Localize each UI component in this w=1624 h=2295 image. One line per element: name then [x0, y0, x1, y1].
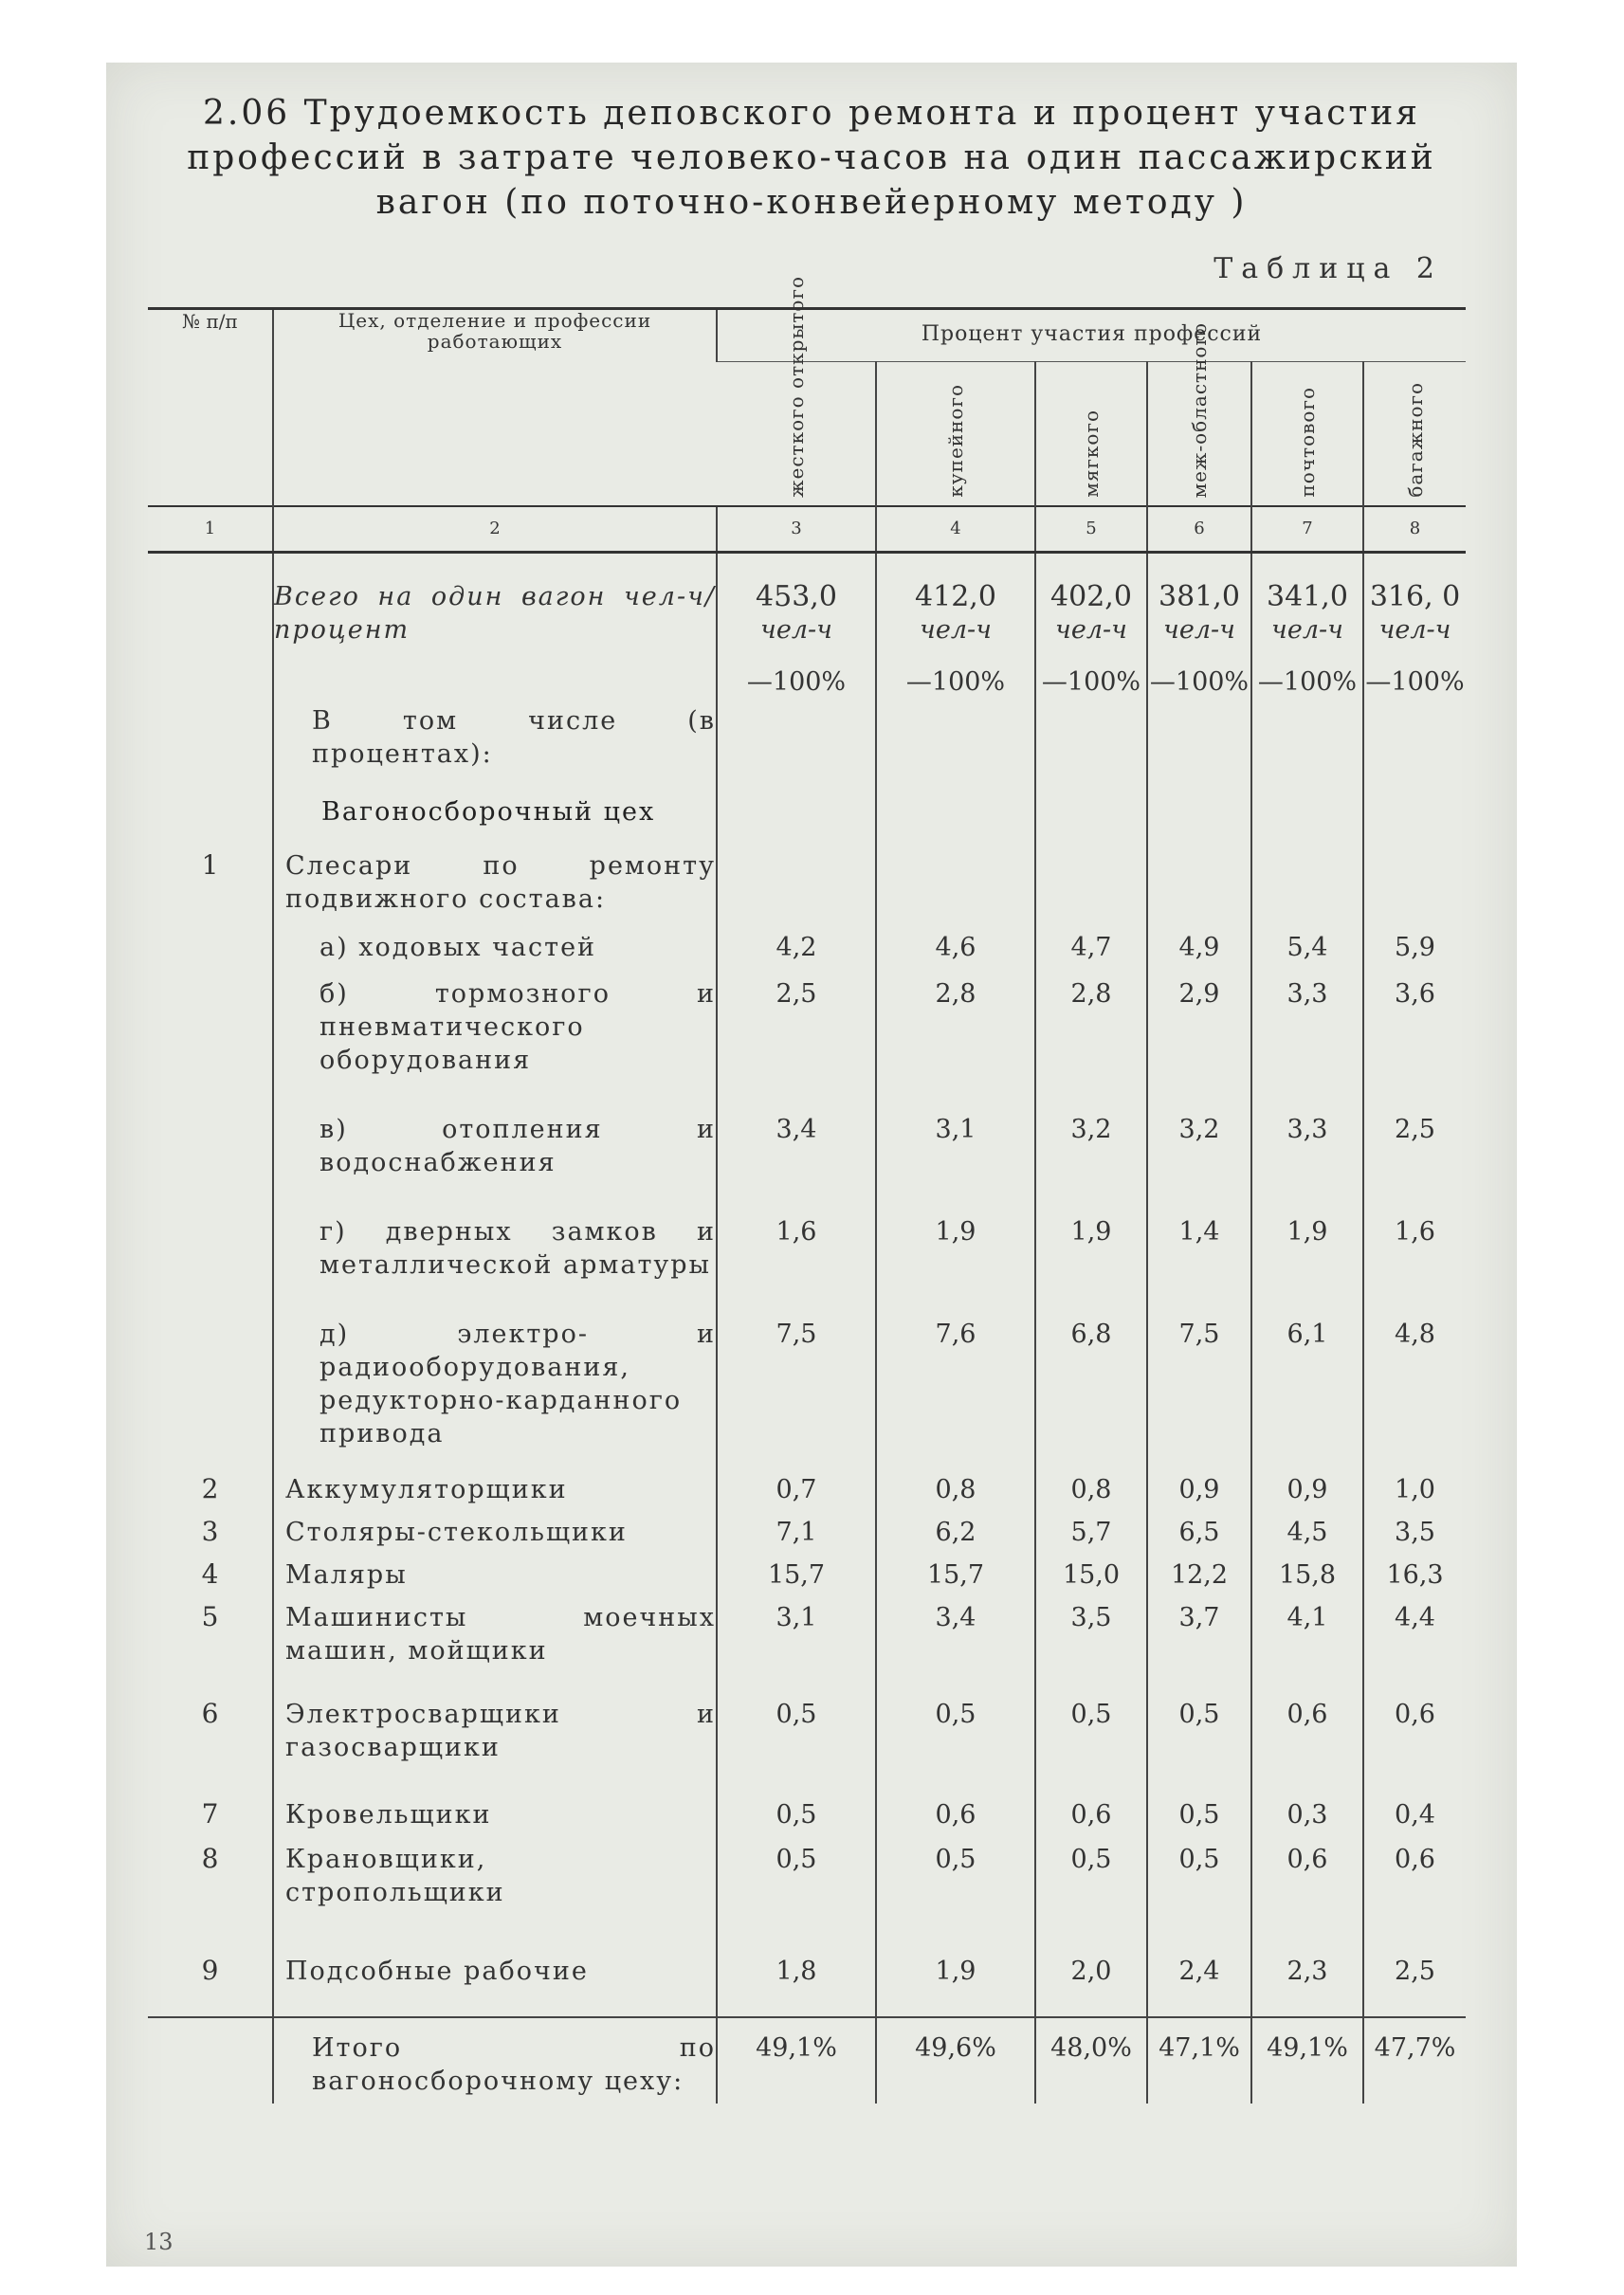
row-label: г) дверных замков и металлической арматуры — [273, 1193, 717, 1295]
row-label: Подсобные рабочие — [273, 1922, 717, 2017]
col-index: 5 — [1035, 506, 1147, 553]
total-wagon-cell: 402,0 чел-ч —100% — [1035, 553, 1147, 700]
row-value — [717, 834, 876, 921]
row-value — [1035, 834, 1147, 921]
row-value: 0,5 — [1035, 1677, 1147, 1777]
row-value: 12,2 — [1147, 1553, 1251, 1595]
row-value: 15,0 — [1035, 1553, 1147, 1595]
grand-total-label: Итого по вагоносборочному цеху: — [273, 2017, 717, 2104]
row-label: Маляры — [273, 1553, 717, 1595]
total-wagon-cell: 453,0 чел-ч —100% — [717, 553, 876, 700]
table-row — [148, 1510, 1466, 1553]
row-value: 0,4 — [1363, 1777, 1466, 1837]
row-number: 3 — [201, 1516, 219, 1547]
row-number — [148, 968, 273, 1090]
row-value: 4,1 — [1251, 1595, 1363, 1677]
table-row — [148, 1677, 1466, 1777]
row-number — [148, 1090, 273, 1193]
row-number: 9 — [201, 1955, 219, 1986]
row-value: 7,5 — [717, 1295, 876, 1460]
row-value: 6,5 — [1147, 1510, 1251, 1553]
including-label: В том числе (в процентах): — [273, 699, 717, 771]
row-number — [148, 1193, 273, 1295]
row-value: 7,1 — [717, 1510, 876, 1553]
row-number — [148, 1295, 273, 1460]
column-index-row — [148, 506, 1466, 553]
row-value: 2,3 — [1251, 1922, 1363, 2017]
row-value: 0,6 — [1035, 1777, 1147, 1837]
table-row — [148, 1922, 1466, 2017]
header-col-hard: жесткого открытого — [784, 276, 808, 498]
col-index: 8 — [1363, 506, 1466, 553]
row-value: 3,1 — [717, 1595, 876, 1677]
grand-total-row — [148, 2017, 1466, 2104]
row-value: 4,9 — [1147, 921, 1251, 968]
table-row — [148, 1460, 1466, 1510]
row-value: 2,4 — [1147, 1922, 1251, 2017]
row-value: 0,6 — [876, 1777, 1035, 1837]
row-value: 3,4 — [717, 1090, 876, 1193]
section-row — [148, 771, 1466, 834]
header-col-postal: почтового — [1251, 361, 1363, 506]
row-value: 2,8 — [1035, 968, 1147, 1090]
row-value: 1,9 — [1251, 1193, 1363, 1295]
col-index: 7 — [1251, 506, 1363, 553]
row-value: 0,5 — [1147, 1837, 1251, 1922]
row-value: 15,7 — [717, 1553, 876, 1595]
row-label: Слесари по ремонту подвижного состава: — [273, 834, 717, 921]
header-col-coupe: купейного — [876, 361, 1035, 506]
total-wagon-cell: 381,0 чел-ч —100% — [1147, 553, 1251, 700]
grand-total-value: 49,6% — [876, 2017, 1035, 2104]
page-title — [106, 91, 1517, 225]
row-value: 16,3 — [1363, 1553, 1466, 1595]
row-value: 2,5 — [1363, 1090, 1466, 1193]
title-line-3: вагон (по поточно-конвейерному методу ) — [375, 183, 1248, 222]
row-value: 2,8 — [876, 968, 1035, 1090]
row-value: 6,8 — [1035, 1295, 1147, 1460]
row-value: 1,8 — [717, 1922, 876, 2017]
header-num: № п/п — [182, 310, 238, 333]
table-row — [148, 834, 1466, 921]
total-wagon-cell: 316, 0 чел-ч —100% — [1363, 553, 1466, 700]
row-value: 5,4 — [1251, 921, 1363, 968]
row-value: 1,9 — [1035, 1193, 1147, 1295]
row-value: 2,5 — [717, 968, 876, 1090]
table-caption: Таблица 2 — [1213, 252, 1443, 285]
row-value: 4,8 — [1363, 1295, 1466, 1460]
row-value: 3,2 — [1147, 1090, 1251, 1193]
page-number: 13 — [144, 2229, 173, 2255]
header-col-interregional: меж-областного — [1147, 361, 1251, 506]
row-value: 3,7 — [1147, 1595, 1251, 1677]
row-value: 0,5 — [717, 1777, 876, 1837]
total-wagon-cell: 412,0 чел-ч —100% — [876, 553, 1035, 700]
row-value: 0,6 — [1251, 1837, 1363, 1922]
row-value: 4,5 — [1251, 1510, 1363, 1553]
row-value: 5,7 — [1035, 1510, 1147, 1553]
row-value: 7,6 — [876, 1295, 1035, 1460]
row-value: 0,3 — [1251, 1777, 1363, 1837]
row-value: 2,5 — [1363, 1922, 1466, 2017]
row-number: 5 — [201, 1601, 219, 1632]
row-value: 0,6 — [1363, 1677, 1466, 1777]
table-row — [148, 1777, 1466, 1837]
row-label: б) тормозного и пневматического оборудования — [273, 968, 717, 1090]
table-row — [148, 1090, 1466, 1193]
row-value: 0,9 — [1251, 1460, 1363, 1510]
row-value: 2,0 — [1035, 1922, 1147, 2017]
table-row — [148, 968, 1466, 1090]
row-value: 5,9 — [1363, 921, 1466, 968]
row-value: 0,5 — [717, 1837, 876, 1922]
row-value: 3,2 — [1035, 1090, 1147, 1193]
title-line-2: профессий в затрате человеко-часов на один пассажирский — [187, 138, 1436, 177]
col-index: 3 — [717, 506, 876, 553]
header-col-baggage: багажного — [1363, 361, 1466, 506]
header-group: Процент участия профессий — [717, 309, 1466, 362]
scanned-page — [106, 63, 1517, 2267]
table-row — [148, 1553, 1466, 1595]
col-index: 2 — [273, 506, 717, 553]
row-value: 2,9 — [1147, 968, 1251, 1090]
row-value: 3,5 — [1363, 1510, 1466, 1553]
row-value: 0,6 — [1363, 1837, 1466, 1922]
row-value: 3,4 — [876, 1595, 1035, 1677]
col-index: 4 — [876, 506, 1035, 553]
row-value: 0,5 — [1035, 1837, 1147, 1922]
row-value: 0,7 — [717, 1460, 876, 1510]
row-value: 3,1 — [876, 1090, 1035, 1193]
row-label: Крановщики, стропольщики — [273, 1837, 717, 1922]
row-value: 0,6 — [1251, 1677, 1363, 1777]
row-number: 8 — [201, 1843, 219, 1874]
table-row — [148, 1193, 1466, 1295]
row-label: Электросварщики и газосварщики — [273, 1677, 717, 1777]
table-row — [148, 1295, 1466, 1460]
row-value: 3,5 — [1035, 1595, 1147, 1677]
grand-total-value: 49,1% — [1251, 2017, 1363, 2104]
table-row — [148, 1595, 1466, 1677]
grand-total-value: 47,1% — [1147, 2017, 1251, 2104]
row-label: Кровельщики — [273, 1777, 717, 1837]
total-wagon-cell: 341,0 чел-ч —100% — [1251, 553, 1363, 700]
row-value: 0,5 — [876, 1677, 1035, 1777]
row-value: 3,6 — [1363, 968, 1466, 1090]
row-value: 7,5 — [1147, 1295, 1251, 1460]
row-value: 0,8 — [876, 1460, 1035, 1510]
section-title: Вагоносборочный цех — [273, 771, 717, 834]
row-label: в) отопления и водоснабжения — [273, 1090, 717, 1193]
including-row — [148, 699, 1466, 771]
row-value: 0,5 — [1147, 1677, 1251, 1777]
header-col-soft: мягкого — [1035, 361, 1147, 506]
row-value: 1,9 — [876, 1922, 1035, 2017]
table-row — [148, 921, 1466, 968]
row-value: 0,8 — [1035, 1460, 1147, 1510]
total-wagon-label: Всего на один вагон чел-ч/процент — [273, 553, 717, 700]
row-number: 6 — [201, 1698, 219, 1729]
row-label: а) ходовых частей — [273, 921, 717, 968]
row-value — [1147, 834, 1251, 921]
row-value: 4,4 — [1363, 1595, 1466, 1677]
row-number: 1 — [201, 849, 219, 881]
grand-total-value: 47,7% — [1363, 2017, 1466, 2104]
row-value: 1,6 — [717, 1193, 876, 1295]
table-row — [148, 1837, 1466, 1922]
row-label: Машинисты моечных машин, мойщики — [273, 1595, 717, 1677]
labor-table — [148, 276, 1466, 2104]
row-label: Аккумуляторщики — [273, 1460, 717, 1510]
row-value — [876, 834, 1035, 921]
grand-total-value: 49,1% — [717, 2017, 876, 2104]
total-wagon-row — [148, 553, 1466, 700]
row-value: 3,3 — [1251, 968, 1363, 1090]
header-description: Цех, отделение и профессии работающих — [273, 309, 717, 507]
row-label: Столяры-стекольщики — [273, 1510, 717, 1553]
row-value: 6,1 — [1251, 1295, 1363, 1460]
row-value: 6,2 — [876, 1510, 1035, 1553]
row-value: 0,5 — [876, 1837, 1035, 1922]
row-value: 0,5 — [1147, 1777, 1251, 1837]
row-number: 4 — [201, 1558, 219, 1590]
col-index: 1 — [148, 506, 273, 553]
row-label: д) электро- и радиооборудования, редукторно-карданного привода — [273, 1295, 717, 1460]
row-value: 15,8 — [1251, 1553, 1363, 1595]
row-value: 1,6 — [1363, 1193, 1466, 1295]
row-value: 4,6 — [876, 921, 1035, 968]
row-value: 0,9 — [1147, 1460, 1251, 1510]
row-value: 15,7 — [876, 1553, 1035, 1595]
row-value: 0,5 — [717, 1677, 876, 1777]
row-value: 1,0 — [1363, 1460, 1466, 1510]
title-line-1: 2.06 Трудоемкость деповского ремонта и процент участия — [202, 94, 1421, 133]
row-value — [1363, 834, 1466, 921]
row-value: 1,4 — [1147, 1193, 1251, 1295]
grand-total-value: 48,0% — [1035, 2017, 1147, 2104]
row-value — [1251, 834, 1363, 921]
row-value: 4,7 — [1035, 921, 1147, 968]
row-number — [148, 921, 273, 968]
row-number: 7 — [201, 1798, 219, 1830]
row-value: 4,2 — [717, 921, 876, 968]
row-value: 1,9 — [876, 1193, 1035, 1295]
col-index: 6 — [1147, 506, 1251, 553]
row-value: 3,3 — [1251, 1090, 1363, 1193]
row-number: 2 — [201, 1473, 219, 1504]
